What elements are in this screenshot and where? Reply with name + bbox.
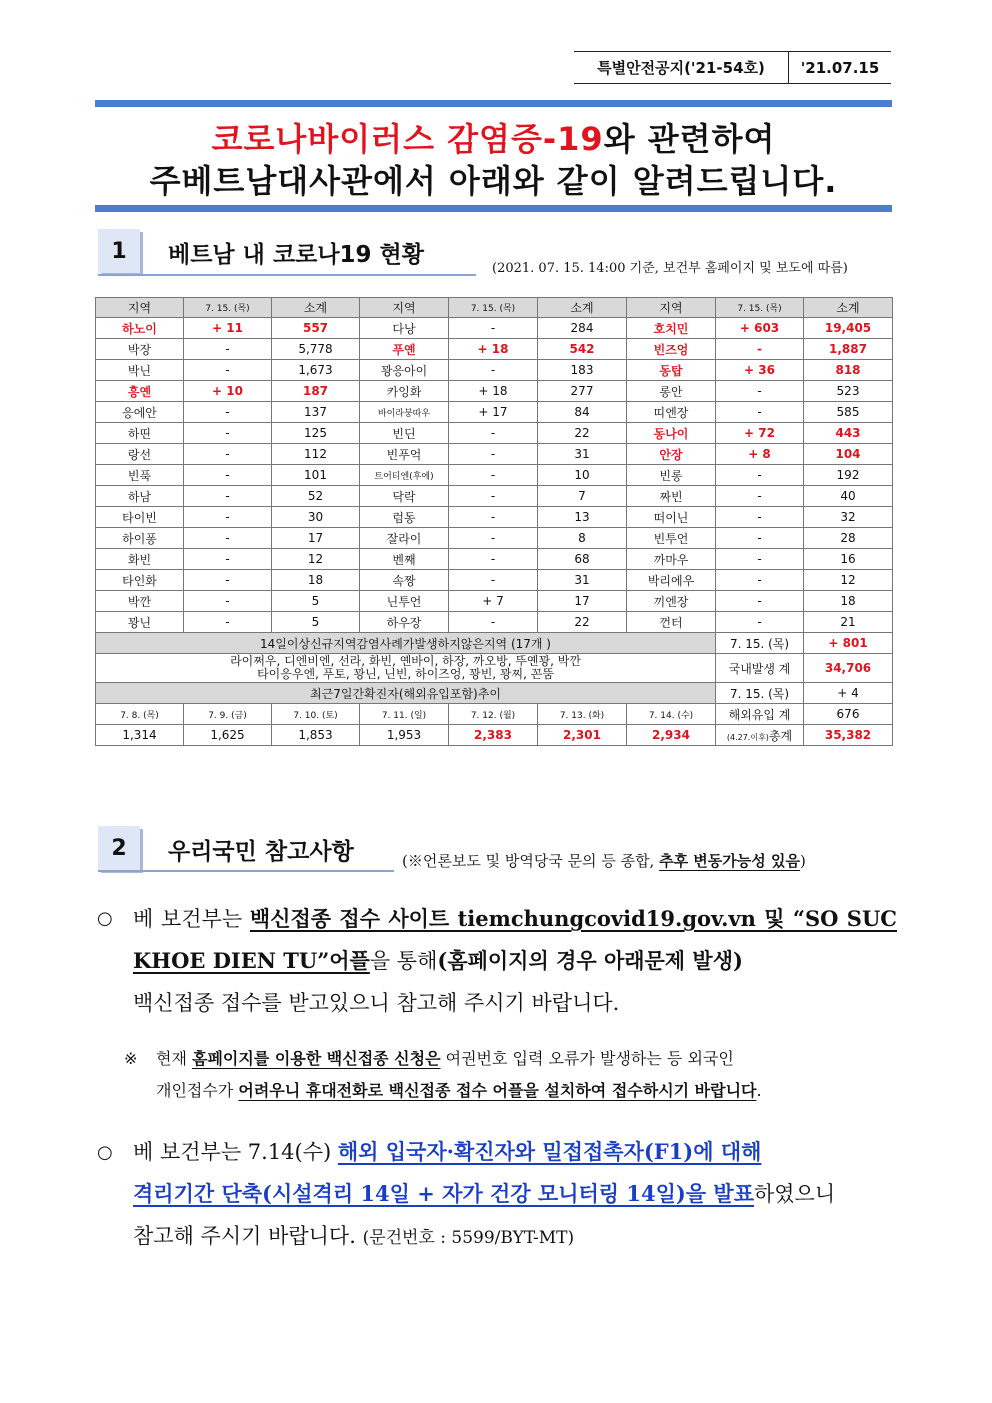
table-cell: 22 xyxy=(538,612,627,633)
table-cell: 12 xyxy=(804,570,893,591)
trend-dates-row xyxy=(96,704,893,725)
table-cell: - xyxy=(716,381,804,402)
table-cell: 31 xyxy=(538,444,627,465)
table-cell: - xyxy=(184,528,272,549)
paragraph-1 xyxy=(133,898,897,1024)
title-red: 코로나바이러스 감염증-19 xyxy=(211,120,604,158)
table-cell: 5 xyxy=(272,591,360,612)
table-cell: 껀터 xyxy=(627,612,716,633)
table-cell: 다낭 xyxy=(360,318,449,339)
domestic-label: 국내발생 계 xyxy=(716,654,804,683)
p2-c: 격리기간 단축(시설격리 14일 + 자가 건강 모니터링 14일)을 발표 xyxy=(133,1181,754,1206)
table-cell: 빈롱 xyxy=(627,465,716,486)
table-cell: 화빈 xyxy=(96,549,184,570)
table-row xyxy=(96,318,893,339)
n1-f: . xyxy=(756,1081,762,1100)
bullet-2: ○ xyxy=(97,1142,113,1163)
table-row xyxy=(96,507,893,528)
today-date-label: 7. 15. (목) xyxy=(716,633,804,654)
table-cell: - xyxy=(184,360,272,381)
table-cell: 호치민 xyxy=(627,318,716,339)
table-cell: 12 xyxy=(272,549,360,570)
table-cell: 28 xyxy=(804,528,893,549)
table-cell: 557 xyxy=(272,318,360,339)
table-cell: 17 xyxy=(272,528,360,549)
table-cell: 동탑 xyxy=(627,360,716,381)
table-row xyxy=(96,528,893,549)
total-label-cell xyxy=(716,725,804,746)
table-cell: 52 xyxy=(272,486,360,507)
total-label: 총계 xyxy=(768,728,793,743)
table-cell: 5 xyxy=(272,612,360,633)
notice-date: '21.07.15 xyxy=(800,58,880,77)
table-cell: - xyxy=(449,318,538,339)
section2-note-a: (※언론보도 및 방역당국 문의 등 종합, xyxy=(402,852,660,870)
trend-date-label: 7. 15. (목) xyxy=(716,683,804,704)
table-cell: 112 xyxy=(272,444,360,465)
title-top-rule xyxy=(95,100,892,107)
trend-date: 7. 11. (일) xyxy=(360,704,449,725)
table-cell: 박닌 xyxy=(96,360,184,381)
table-cell: 타이빈 xyxy=(96,507,184,528)
table-cell: - xyxy=(716,465,804,486)
table-cell: + 603 xyxy=(716,318,804,339)
table-header-cell: 소계 xyxy=(538,298,627,318)
table-cell: - xyxy=(184,444,272,465)
table-cell: - xyxy=(449,549,538,570)
table-cell: + 11 xyxy=(184,318,272,339)
table-header-row xyxy=(96,298,893,318)
table-cell: 8 xyxy=(538,528,627,549)
trend-value: 2,383 xyxy=(449,725,538,746)
trend-date: 7. 12. (월) xyxy=(449,704,538,725)
table-cell: 짜빈 xyxy=(627,486,716,507)
today-total: + 801 xyxy=(804,633,893,654)
table-row xyxy=(96,402,893,423)
table-header-cell: 7. 15. (목) xyxy=(184,298,272,318)
table-cell: - xyxy=(449,465,538,486)
table-row xyxy=(96,549,893,570)
table-cell: + 7 xyxy=(449,591,538,612)
table-cell: - xyxy=(184,570,272,591)
section1-underline xyxy=(98,274,476,276)
notice-code: 특별안전공지('21-54호) xyxy=(574,52,789,83)
no-case-regions-line2: 타이응우엔, 푸토, 꽝닌, 닌빈, 하이즈엉, 꽝빈, 꽝찌, 꼰뚬 xyxy=(257,667,554,681)
table-cell: 빈푸억 xyxy=(360,444,449,465)
notice-box xyxy=(574,51,891,84)
table-cell: - xyxy=(716,570,804,591)
table-cell: 17 xyxy=(538,591,627,612)
table-cell: + 36 xyxy=(716,360,804,381)
table-cell: - xyxy=(716,486,804,507)
table-cell: 롱안 xyxy=(627,381,716,402)
p2-e: 참고해 주시기 바랍니다. xyxy=(133,1224,363,1248)
table-cell: - xyxy=(184,591,272,612)
table-cell: 떠이닌 xyxy=(627,507,716,528)
table-cell: 7 xyxy=(538,486,627,507)
p2-f: (문건번호 : 5599/BYT-MT) xyxy=(362,1228,575,1248)
imported-total: 676 xyxy=(804,704,893,725)
bullet-1: ○ xyxy=(97,908,113,929)
table-cell: 32 xyxy=(804,507,893,528)
table-cell: 끼엔장 xyxy=(627,591,716,612)
table-cell: - xyxy=(184,423,272,444)
table-cell: - xyxy=(716,402,804,423)
note-1 xyxy=(156,1043,898,1107)
table-cell: + 18 xyxy=(449,339,538,360)
covid-status-table xyxy=(95,297,893,746)
table-cell: 137 xyxy=(272,402,360,423)
table-cell: 응에안 xyxy=(96,402,184,423)
table-row xyxy=(96,381,893,402)
table-row xyxy=(96,339,893,360)
trend-header: 최근7일간확진자(해외유입포함)추이 xyxy=(96,683,716,704)
table-cell: 랑선 xyxy=(96,444,184,465)
table-header-cell: 지역 xyxy=(360,298,449,318)
trend-value: 2,934 xyxy=(627,725,716,746)
table-cell: 84 xyxy=(538,402,627,423)
table-cell: 속짱 xyxy=(360,570,449,591)
n1-e: 어려우니 휴대전화로 백신접종 접수 어플을 설치하여 접수하시기 바랍니다 xyxy=(238,1081,757,1100)
table-cell: 빈투언 xyxy=(627,528,716,549)
table-cell: 18 xyxy=(272,570,360,591)
table-cell: 125 xyxy=(272,423,360,444)
trend-value: 2,301 xyxy=(538,725,627,746)
table-cell: - xyxy=(449,360,538,381)
table-cell: 박장 xyxy=(96,339,184,360)
table-cell: - xyxy=(716,612,804,633)
trend-date: 7. 9. (금) xyxy=(184,704,272,725)
table-cell: - xyxy=(184,402,272,423)
table-cell: 284 xyxy=(538,318,627,339)
table-cell: 187 xyxy=(272,381,360,402)
section1-note: (2021. 07. 15. 14:00 기준, 보건부 홈페이지 및 보도에 따름) xyxy=(492,261,848,276)
table-cell: 542 xyxy=(538,339,627,360)
section1-number: 1 xyxy=(98,229,140,273)
table-cell: 빈딘 xyxy=(360,423,449,444)
paragraph-2 xyxy=(133,1131,897,1259)
table-cell: 푸옌 xyxy=(360,339,449,360)
table-cell: - xyxy=(716,591,804,612)
table-cell: + 10 xyxy=(184,381,272,402)
imported-today: + 4 xyxy=(804,683,893,704)
table-header-cell: 7. 15. (목) xyxy=(449,298,538,318)
table-cell: 523 xyxy=(804,381,893,402)
table-cell: 까마우 xyxy=(627,549,716,570)
table-cell: 30 xyxy=(272,507,360,528)
table-cell: 183 xyxy=(538,360,627,381)
table-cell: 하띤 xyxy=(96,423,184,444)
table-cell: 31 xyxy=(538,570,627,591)
title-bottom-rule xyxy=(95,205,892,212)
table-cell: - xyxy=(184,486,272,507)
p1-e: 백신접종 접수를 받고있으니 참고해 주시기 바랍니다. xyxy=(133,991,620,1015)
table-cell: 10 xyxy=(538,465,627,486)
table-row xyxy=(96,423,893,444)
table-cell: - xyxy=(449,528,538,549)
table-cell: 818 xyxy=(804,360,893,381)
table-cell: 박깐 xyxy=(96,591,184,612)
table-cell: 하남 xyxy=(96,486,184,507)
table-header-cell: 소계 xyxy=(272,298,360,318)
table-row xyxy=(96,570,893,591)
table-cell: 꽝응아이 xyxy=(360,360,449,381)
section2-underline xyxy=(98,870,394,872)
p1-d: (홈페이지의 경우 아래문제 발생) xyxy=(437,948,743,973)
table-cell: 19,405 xyxy=(804,318,893,339)
table-row xyxy=(96,612,893,633)
table-cell: 하이퐁 xyxy=(96,528,184,549)
trend-date: 7. 14. (수) xyxy=(627,704,716,725)
table-cell: 닌투언 xyxy=(360,591,449,612)
trend-values-row xyxy=(96,725,893,746)
table-cell: 22 xyxy=(538,423,627,444)
table-cell: 트어티엔(후에) xyxy=(360,465,449,486)
table-cell: 13 xyxy=(538,507,627,528)
table-header-cell: 7. 15. (목) xyxy=(716,298,804,318)
trend-value: 1,953 xyxy=(360,725,449,746)
table-cell: 하노이 xyxy=(96,318,184,339)
n1-a: 현재 xyxy=(156,1049,192,1068)
table-cell: 잘라이 xyxy=(360,528,449,549)
table-cell: 꽝닌 xyxy=(96,612,184,633)
title-black: 와 관련하여 xyxy=(603,120,776,158)
trend-value: 1,853 xyxy=(272,725,360,746)
table-header-cell: 지역 xyxy=(96,298,184,318)
no-case-header: 14일이상신규지역감염사례가발생하지않은지역 (17개 ) xyxy=(96,633,716,654)
table-cell: 타인화 xyxy=(96,570,184,591)
table-cell: 벤째 xyxy=(360,549,449,570)
p2-b: 해외 입국자·확진자와 밀접접촉자(F1)에 대해 xyxy=(337,1139,762,1164)
table-cell: - xyxy=(716,339,804,360)
p1-c: 을 통해 xyxy=(369,949,438,973)
table-cell: - xyxy=(449,507,538,528)
table-cell: - xyxy=(449,612,538,633)
table-cell: 68 xyxy=(538,549,627,570)
table-cell: 101 xyxy=(272,465,360,486)
table-cell: 192 xyxy=(804,465,893,486)
section2-number: 2 xyxy=(98,826,140,870)
table-cell: 18 xyxy=(804,591,893,612)
grand-total: 35,382 xyxy=(804,725,893,746)
n1-b: 홈페이지를 이용한 백신접종 신청은 xyxy=(192,1049,441,1068)
table-cell: 빈푹 xyxy=(96,465,184,486)
table-cell: + 18 xyxy=(449,381,538,402)
title-line2: 주베트남대사관에서 아래와 같이 알려드립니다. xyxy=(149,162,838,200)
page-title xyxy=(95,118,892,202)
no-case-regions xyxy=(96,654,716,683)
p2-a: 베 보건부는 7.14(수) xyxy=(133,1140,338,1164)
p1-a: 베 보건부는 xyxy=(133,907,250,931)
table-cell: 1,887 xyxy=(804,339,893,360)
section2-note-c: ) xyxy=(799,852,806,870)
n1-d: 개인접수가 xyxy=(156,1081,239,1100)
no-case-regions-line1: 라이쩌우, 디엔비엔, 선라, 화빈, 옌바이, 하장, 까오방, 뚜옌꽝, 박깐 xyxy=(230,654,581,668)
table-cell: 5,778 xyxy=(272,339,360,360)
trend-date: 7. 13. (화) xyxy=(538,704,627,725)
table-cell: 443 xyxy=(804,423,893,444)
table-cell: - xyxy=(184,465,272,486)
table-cell: - xyxy=(449,486,538,507)
table-cell: - xyxy=(716,549,804,570)
table-cell: + 8 xyxy=(716,444,804,465)
table-cell: 박리에우 xyxy=(627,570,716,591)
section1-title: 베트남 내 코로나19 현황 xyxy=(168,242,424,268)
table-cell: - xyxy=(184,612,272,633)
trend-header-row xyxy=(96,683,893,704)
table-cell: 카잉화 xyxy=(360,381,449,402)
table-cell: 16 xyxy=(804,549,893,570)
table-cell: 104 xyxy=(804,444,893,465)
table-cell: 바이라붕따우 xyxy=(360,402,449,423)
p2-d: 하였으니 xyxy=(753,1182,836,1206)
table-cell: 안장 xyxy=(627,444,716,465)
table-cell: 585 xyxy=(804,402,893,423)
table-cell: - xyxy=(184,549,272,570)
table-cell: - xyxy=(716,507,804,528)
table-row xyxy=(96,486,893,507)
table-cell: 21 xyxy=(804,612,893,633)
table-cell: - xyxy=(449,423,538,444)
note-mark: ※ xyxy=(124,1049,138,1068)
trend-value: 1,314 xyxy=(96,725,184,746)
section2-note-b: 추후 변동가능성 있음 xyxy=(659,852,800,870)
table-cell: 닥락 xyxy=(360,486,449,507)
no-case-regions-row xyxy=(96,654,893,683)
trend-date: 7. 8. (목) xyxy=(96,704,184,725)
table-cell: 1,673 xyxy=(272,360,360,381)
table-row xyxy=(96,465,893,486)
table-cell: - xyxy=(184,339,272,360)
table-cell: - xyxy=(716,528,804,549)
section2-title: 우리국민 참고사항 xyxy=(168,839,354,865)
table-cell: - xyxy=(184,507,272,528)
table-cell: - xyxy=(449,444,538,465)
domestic-total: 34,706 xyxy=(804,654,893,683)
n1-c: 여권번호 입력 오류가 발생하는 등 외국인 xyxy=(440,1049,734,1068)
table-cell: 40 xyxy=(804,486,893,507)
p1-b: 백신접종 접수 사이트 tiemchungcovid19.gov.vn 및 “SO SUC KHOE DIEN TU”어플 xyxy=(133,906,897,973)
table-cell: + 17 xyxy=(449,402,538,423)
table-cell: 하우장 xyxy=(360,612,449,633)
table-cell: - xyxy=(449,570,538,591)
table-header-cell: 소계 xyxy=(804,298,893,318)
table-row xyxy=(96,591,893,612)
table-row xyxy=(96,444,893,465)
table-row xyxy=(96,360,893,381)
table-cell: 277 xyxy=(538,381,627,402)
total-prefix: (4.27.이후) xyxy=(726,732,769,742)
section2-note xyxy=(402,850,806,871)
trend-date: 7. 10. (토) xyxy=(272,704,360,725)
table-cell: + 72 xyxy=(716,423,804,444)
imported-label: 해외유입 계 xyxy=(716,704,804,725)
table-header-cell: 지역 xyxy=(627,298,716,318)
table-cell: 흥옌 xyxy=(96,381,184,402)
table-cell: 띠엔장 xyxy=(627,402,716,423)
table-cell: 빈즈엉 xyxy=(627,339,716,360)
no-case-header-row xyxy=(96,633,893,654)
trend-value: 1,625 xyxy=(184,725,272,746)
table-cell: 동나이 xyxy=(627,423,716,444)
table-cell: 럼동 xyxy=(360,507,449,528)
